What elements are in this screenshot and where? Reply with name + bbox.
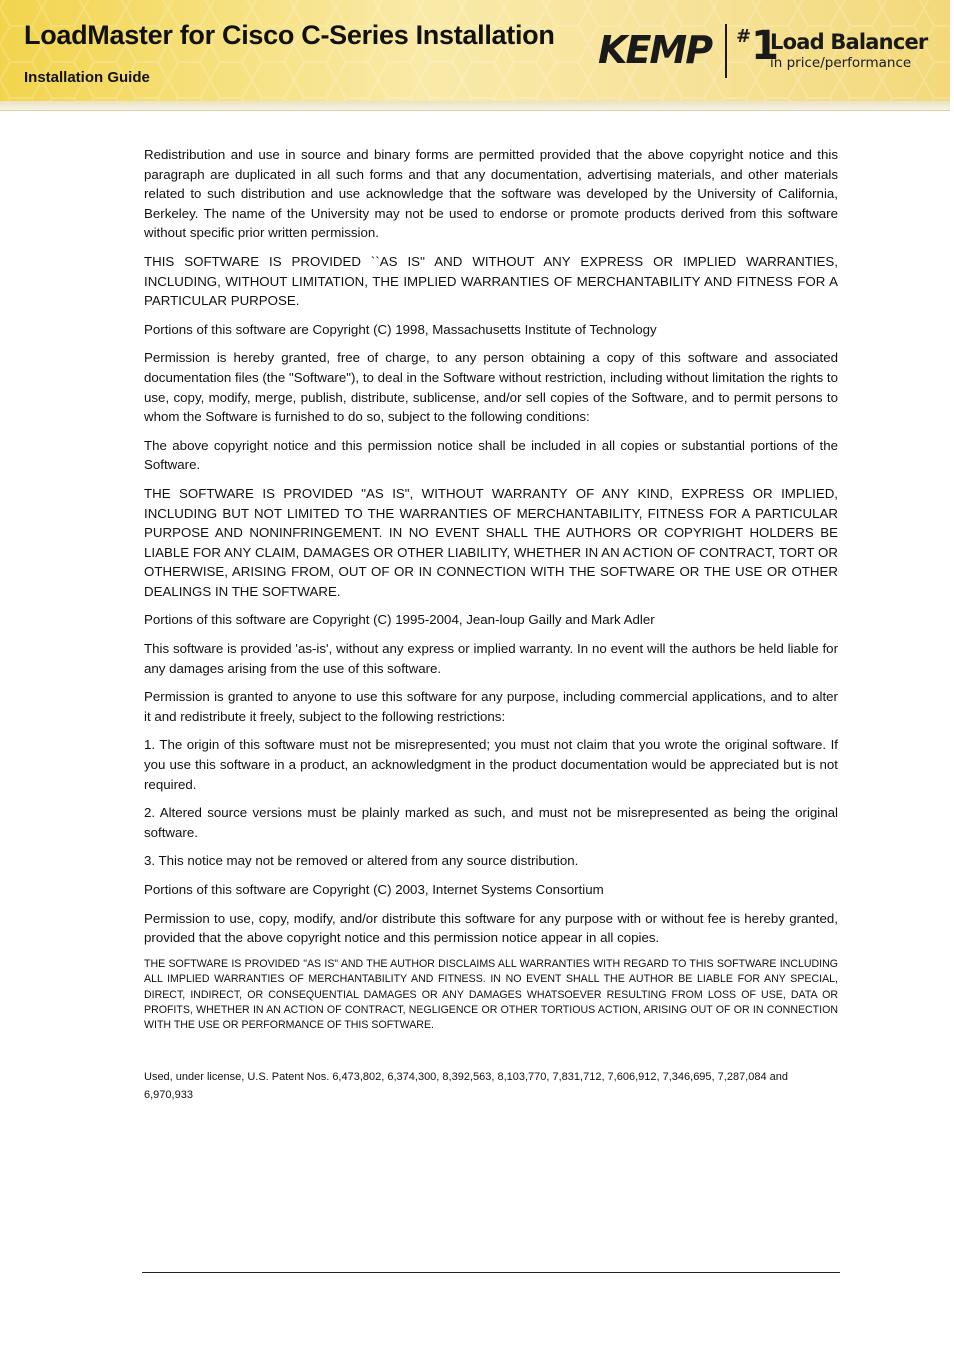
page-header (0, 0, 950, 101)
license-text-body (144, 145, 838, 1113)
paragraph-zlib-copyright: Portions of this software are Copyright (C) 1995-2004, Jean-loup Gailly and Mark Adler (144, 612, 655, 628)
paragraph-mit-warranty: THE SOFTWARE IS PROVIDED "AS IS", WITHOUT WARRANTY OF ANY KIND, EXPRESS OR IMPLIED, INCLUDING BUT NOT LIMITED TO THE WARRANTIES OF MERCHANTABILITY, FITNESS FOR A PARTICULAR PURPOSE AND NONINFRINGEMENT. IN NO EVENT SHALL THE AUTHORS OR COPYRIGHT HOLDERS BE LIABLE FOR ANY CLAIM, DAMAGES OR OTHER LIABILITY, WHETHER IN AN ACTION OF CONTRACT, TORT OR OTHERWISE, ARISING FROM, OUT OF OR IN CONNECTION WITH THE SOFTWARE OR THE USE OR OTHER DEALINGS IN THE SOFTWARE. (144, 485, 838, 599)
kemp-brand-wordmark: KEMP (598, 28, 712, 72)
document-title: LoadMaster for Cisco C-Series Installation (24, 20, 555, 50)
paragraph-berkeley-redistribution: Redistribution and use in source and binary forms are permitted provided that the above copyright notice and this paragraph are duplicated in all such forms and that any documentation, advertising materials, and other materials related to such distribution and use acknowledge that the software was developed by the University of California, Berkeley. The name of the University may not be used to endorse or promote products derived from this software without specific prior written permission. (144, 147, 838, 241)
header-shadow-strip (0, 101, 950, 111)
patent-notice: Used, under license, U.S. Patent Nos. 6,473,802, 6,374,300, 8,392,563, 8,103,770, 7,831,712, 7,606,912, 7,346,695, 7,287,084 and 6,970,933 (144, 1070, 788, 1101)
paragraph-restriction-2: 2. Altered source versions must be plainly marked as such, and must not be misrepresented as being the original software. (144, 805, 838, 840)
paragraph-mit-copyright: Portions of this software are Copyright (C) 1998, Massachusetts Institute of Technology (144, 321, 657, 337)
paragraph-zlib-permission: Permission is granted to anyone to use this software for any purpose, including commercial applications, and to alter it and redistribute it freely, subject to the following restrictions: (144, 689, 838, 724)
paragraph-as-is-warranty: THIS SOFTWARE IS PROVIDED ``AS IS'' AND WITHOUT ANY EXPRESS OR IMPLIED WARRANTIES, INCLUDING, WITHOUT LIMITATION, THE IMPLIED WARRANTIES OF MERCHANTABILITY AND FITNESS FOR A PARTICULAR PURPOSE. (144, 253, 838, 309)
paragraph-isc-copyright: Portions of this software are Copyright (C) 2003, Internet Systems Consortium (144, 882, 604, 897)
rank-hash: # (736, 26, 752, 47)
paragraph-isc-permission: Permission to use, copy, modify, and/or distribute this software for any purpose with or without fee is hereby granted, provided that the above copyright notice and this permission notice appear in all copies. (144, 910, 838, 946)
logo-divider (725, 24, 727, 78)
logo-tagline-top: Load Balancer (770, 30, 928, 54)
paragraph-copyright-notice: The above copyright notice and this permission notice shall be included in all copies or substantial portions of the Software. (144, 437, 838, 473)
document-subtitle: Installation Guide (24, 69, 150, 86)
paragraph-restriction-3: 3. This notice may not be removed or altered from any source distribution. (144, 853, 579, 869)
paragraph-isc-disclaimer: THE SOFTWARE IS PROVIDED "AS IS" AND THE AUTHOR DISCLAIMS ALL WARRANTIES WITH REGARD TO THIS SOFTWARE INCLUDING ALL IMPLIED WARRANTIES OF MERCHANTABILITY AND FITNESS. IN NO EVENT SHALL THE AUTHOR BE LIABLE FOR ANY SPECIAL, DIRECT, INDIRECT, OR CONSEQUENTIAL DAMAGES OR ANY DAMAGES WHATSOEVER RESULTING FROM LOSS OF USE, DATA OR PROFITS, WHETHER IN AN ACTION OF CONTRACT, NEGLIGENCE OR OTHER TORTIOUS ACTION, ARISING OUT OF OR IN CONNECTION WITH THE USE OR PERFORMANCE OF THIS SOFTWARE. (144, 957, 838, 1032)
footer-rule (142, 1272, 840, 1273)
paragraph-zlib-as-is: This software is provided 'as-is', without any express or implied warranty. In no event will the authors be held liable for any damages arising from the use of this software. (144, 641, 838, 676)
paragraph-mit-permission: Permission is hereby granted, free of charge, to any person obtaining a copy of this software and associated documentation files (the "Software"), to deal in the Software without restriction, including without limitation the rights to use, copy, modify, merge, publish, distribute, sublicense, and/or sell copies of the Software, and to permit persons to whom the Software is furnished to do so, subject to the following conditions: (144, 350, 838, 425)
rank-number: 1 (751, 23, 779, 69)
paragraph-restriction-1: 1. The origin of this software must not be misrepresented; you must not claim that you wrote the original software. If you use this software in a product, an acknowledgment in the product documentation would be appreciated but is not required. (144, 737, 838, 792)
logo-tagline-bottom: in price/performance (770, 55, 912, 71)
kemp-logo (598, 24, 934, 78)
